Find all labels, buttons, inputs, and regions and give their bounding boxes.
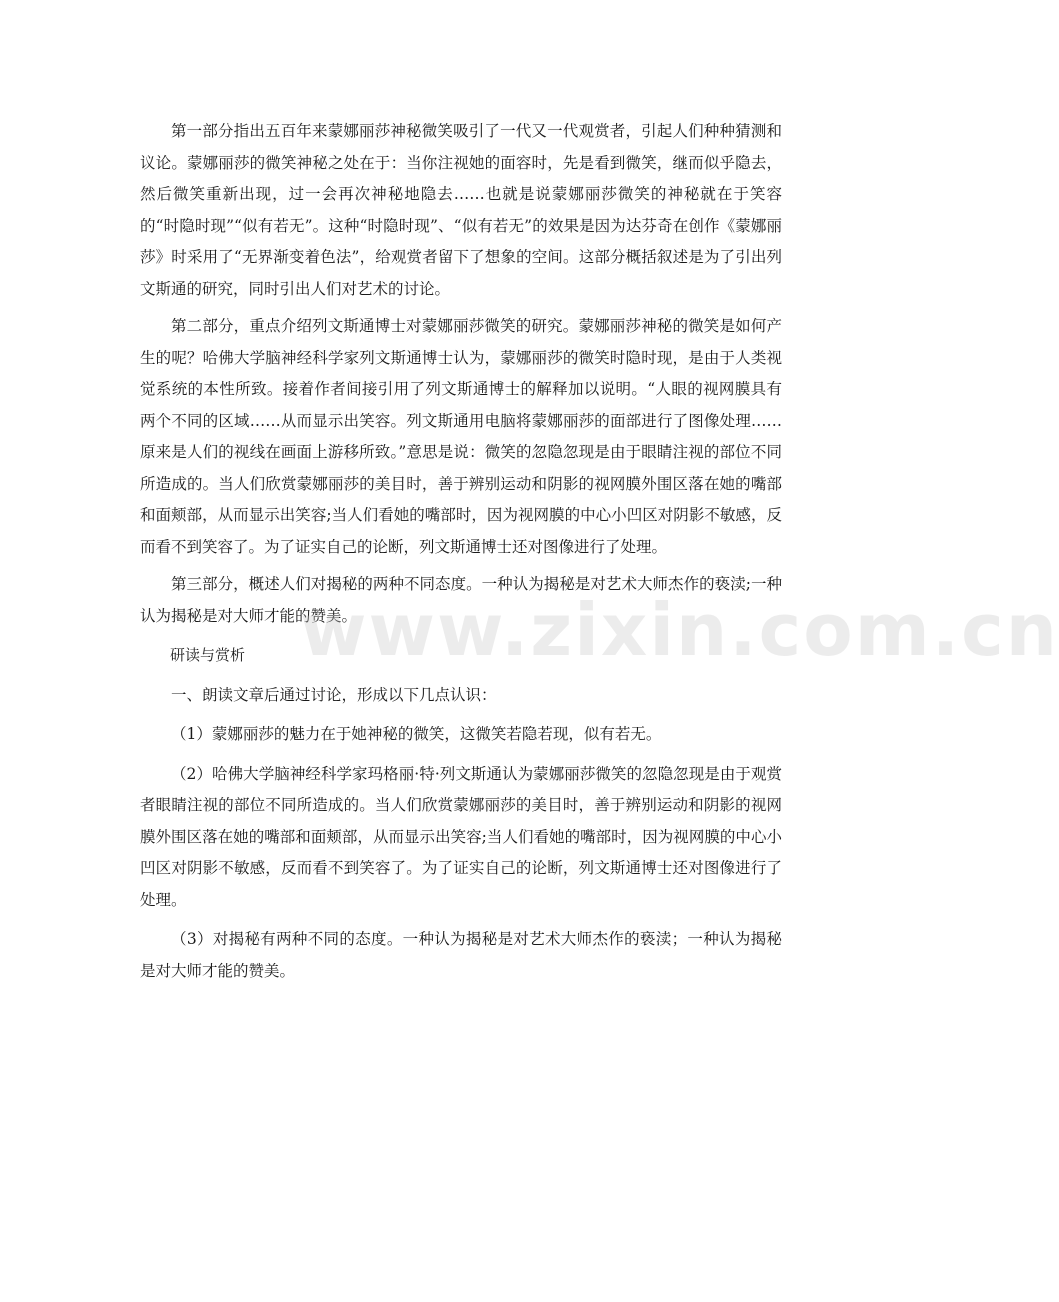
paragraph-part-one: 第一部分指出五百年来蒙娜丽莎神秘微笑吸引了一代又一代观赏者，引起人们种种猜测和议论。蒙娜丽莎的微笑神秘之处在于：当你注视她的面容时，先是看到微笑，继而似乎隐去，然后微笑重新出现，过一会再次神秘地隐去……也就是说蒙娜丽莎微笑的神秘就在于笑容的“时隐时现”“似有若无”。这种“时隐时现”、“似有若无”的效果是因为达芬奇在创作《蒙娜丽莎》时采用了“无界渐变着色法”，给观赏者留下了想象的空间。这部分概括叙述是为了引出列文斯通的研究，同时引出人们对艺术的讨论。 (140, 122, 782, 298)
list-item-3: （3）对揭秘有两种不同的态度。一种认为揭秘是对艺术大师杰作的亵渎；一种认为揭秘是对大师才能的赞美。 (140, 930, 782, 980)
paragraph-part-three: 第三部分，概述人们对揭秘的两种不同态度。一种认为揭秘是对艺术大师杰作的亵渎;一种认为揭秘是对大师才能的赞美。 (140, 575, 782, 625)
paragraph-part-two: 第二部分，重点介绍列文斯通博士对蒙娜丽莎微笑的研究。蒙娜丽莎神秘的微笑是如何产生的呢？哈佛大学脑神经科学家列文斯通博士认为，蒙娜丽莎的微笑时隐时现，是由于人类视觉系统的本性所致。接着作者间接引用了列文斯通博士的解释加以说明。“人眼的视网膜具有两个不同的区域……从而显示出笑容。列文斯通用电脑将蒙娜丽莎的面部进行了图像处理……原来是人们的视线在画面上游移所致。”意思是说：微笑的忽隐忽现是由于眼睛注视的部位不同所造成的。当人们欣赏蒙娜丽莎的美目时，善于辨别运动和阴影的视网膜外围区落在她的嘴部和面颊部，从而显示出笑容;当人们看她的嘴部时，因为视网膜的中心小凹区对阴影不敏感，反而看不到笑容了。为了证实自己的论断，列文斯通博士还对图像进行了处理。 (140, 317, 782, 556)
document-body (140, 116, 782, 995)
list-item-1: （1）蒙娜丽莎的魅力在于她神秘的微笑，这微笑若隐若现，似有若无。 (171, 725, 662, 743)
watermark: www.zixin.com.cn (300, 588, 1059, 672)
intro-line: 一、朗读文章后通过讨论，形成以下几点认识： (171, 685, 497, 704)
section-heading: 研读与赏析 (170, 646, 246, 664)
list-item-2: （2）哈佛大学脑神经科学家玛格丽·特·列文斯通认为蒙娜丽莎微笑的忽隐忽现是由于观赏者眼睛注视的部位不同所造成的。当人们欣赏蒙娜丽莎的美目时，善于辨别运动和阴影的视网膜外围区落在她的嘴部和面颊部，从而显示出笑容;当人们看她的嘴部时，因为视网膜的中心小凹区对阴影不敏感，反而看不到笑容了。为了证实自己的论断，列文斯通博士还对图像进行了处理。 (140, 764, 782, 909)
